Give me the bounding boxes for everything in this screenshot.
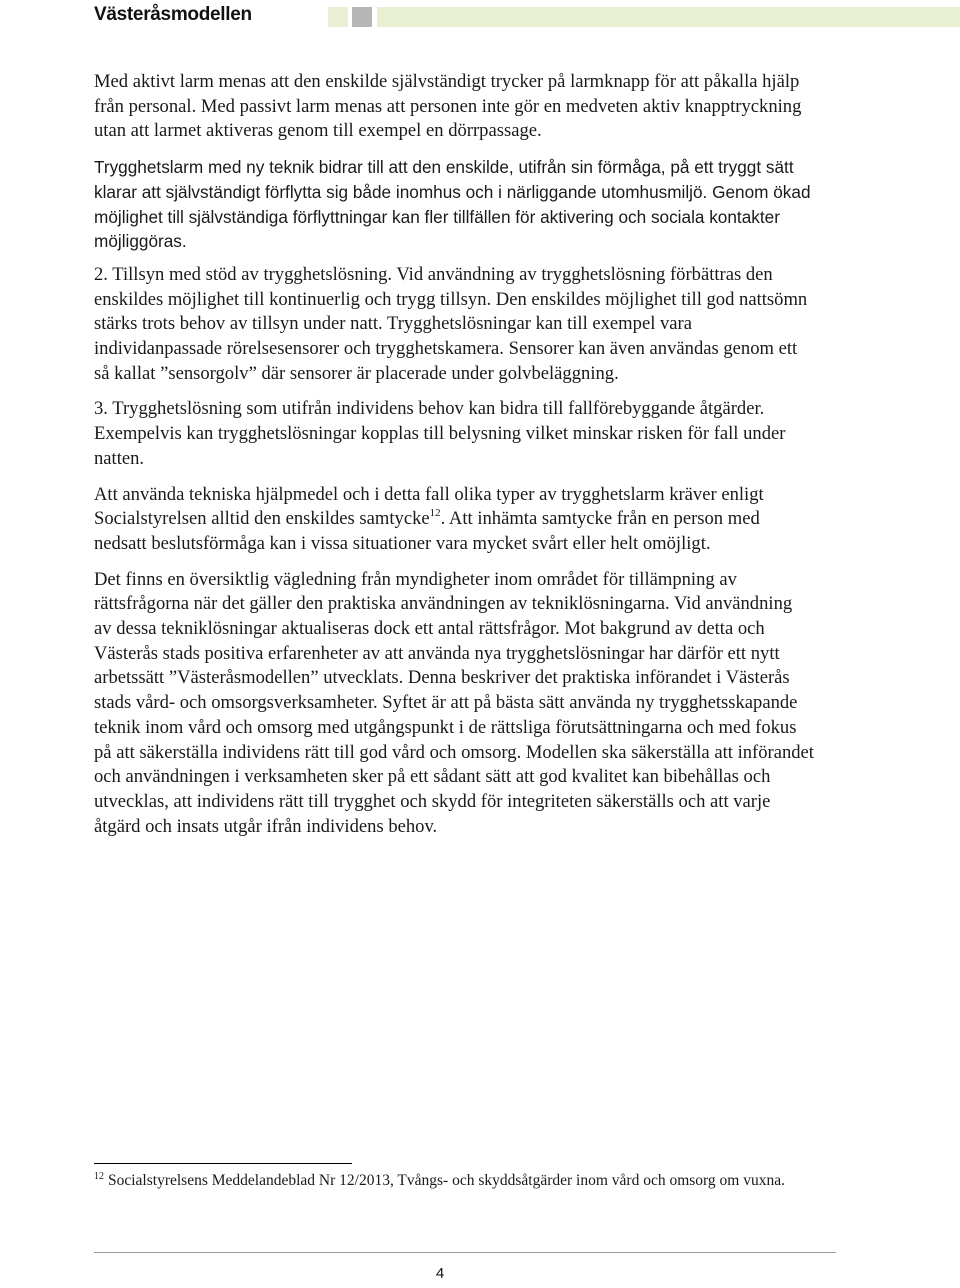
footer-divider — [94, 1252, 836, 1253]
header-title: Västeråsmodellen — [94, 4, 252, 25]
body-text — [94, 70, 814, 850]
paragraph-samtycke-text: Att använda tekniska hjälpmedel och i detta fall olika typer av trygghetslarm kräver enligt Socialstyrelsen alltid den enskildes samtycke — [94, 483, 764, 530]
paragraph-trygghetslarm: Trygghetslarm med ny teknik bidrar till att den enskilde, utifrån sin förmåga, på ett tryggt sätt klarar att självständigt förflytta sig både inomhus och i närliggande utomhusmiljö. Genom ökad möjlighet till självständiga förflyttningar kan fler tillfällen för aktivering och sociala kontakter möjliggöras. — [94, 157, 811, 252]
paragraph-fallforebyggande: 3. Trygghetslösning som utifrån individens behov kan bidra till fallförebyggande åtgärder. Exempelvis kan trygghetslösningar kopplas till belysning vilket minskar risken för fall under natten. — [94, 398, 786, 469]
header-decoration-square-green — [328, 7, 348, 27]
paragraph-samtycke-text-continued: . Att inhämta samtycke från en person med nedsatt beslutsförmåga kan i vissa situationer vara mycket svårt eller helt omöjligt. — [94, 508, 760, 554]
paragraph-alarm-definition: Med aktivt larm menas att den enskilde självständigt trycker på larmknapp för att påkalla hjälp från personal. Med passivt larm menas att personen inte gör en medveten aktiv knapptryckning utan att larmet aktiveras genom till exempel en dörrpassage. — [94, 71, 802, 142]
footnote-separator — [94, 1163, 352, 1164]
footnote-reference[interactable]: 12 — [429, 507, 441, 520]
header-decoration-square-gray — [352, 7, 372, 27]
header-decoration-bar — [377, 7, 960, 27]
footnote — [94, 1170, 794, 1192]
paragraph-samtycke — [94, 483, 814, 557]
paragraph-vasterasmodellen: Det finns en översiktlig vägledning från myndigheter inom området för tillämpning av rättsfrågorna när det gäller den praktiska användningen av tekniklösningarna. Vid användning av dessa tekniklösningar aktualiseras dock ett antal rättsfrågor. Mot bakgrund av detta och Västerås stads positiva erfarenheter av att använda nya trygghetslösningar har därför ett nytt arbetssätt ”Västeråsmodellen” utvecklats. Denna beskriver det praktiska införandet i Västerås stads vård- och omsorgsverksamheter. Syftet är att på bästa sätt använda ny trygghetsskapande teknik inom vård och omsorg med utgångspunkt i de rättsliga förutsättningarna och med fokus på att säkerställa individens rätt till god vård och omsorg. Modellen ska säkerställa att införandet och användningen i verksamheten sker på ett sådant sätt att god kvalitet kan bibehållas och utvecklas, att individens rätt till trygghet och skydd för integriteten säkerställs och att varje åtgärd och insats utgår ifrån individens behov. — [94, 568, 814, 837]
paragraph-tillsyn: 2. Tillsyn med stöd av trygghetslösning. Vid användning av trygghetslösning förbättras den enskildes möjlighet till kontinuerlig och trygg tillsyn. Den enskildes möjlighet till god nattsömn stärks trots behov av tillsyn under natt. Trygghetslösningar kan till exempel vara individanpassade rörelsesensorer och trygghetskamera. Sensorer kan även användas genom ett så kallat ”sensorgolv” där sensorer är placerade under golvbeläggning. — [94, 263, 808, 384]
footnote-number: 12 — [94, 1171, 104, 1182]
page-number: 4 — [435, 1265, 445, 1282]
footnote-text: Socialstyrelsens Meddelandeblad Nr 12/2013, Tvångs- och skyddsåtgärder inom vård och omsorg om vuxna. — [108, 1172, 785, 1189]
